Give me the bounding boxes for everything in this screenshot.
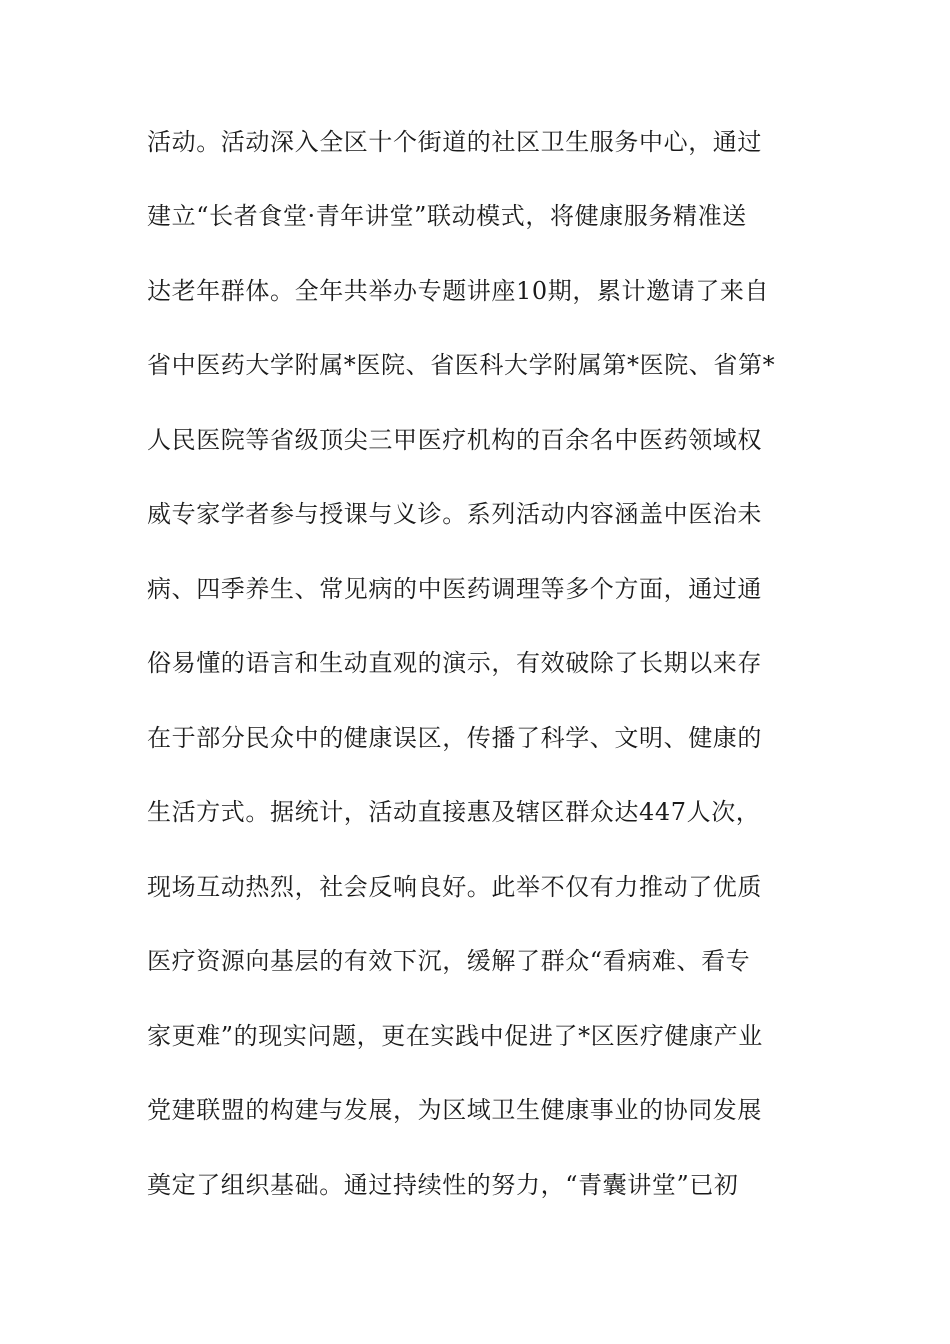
paragraph-line: 省中医药大学附属*医院、省医科大学附属第*医院、省第* [147, 351, 776, 379]
paragraph-line: 医疗资源向基层的有效下沉，缓解了群众“看病难、看专 [147, 947, 751, 975]
paragraph-line: 奠定了组织基础。通过持续性的努力，“青囊讲堂”已初 [147, 1171, 739, 1199]
paragraph-line: 威专家学者参与授课与义诊。系列活动内容涵盖中医治未 [147, 500, 762, 528]
paragraph-line: 活动。活动深入全区十个街道的社区卫生服务中心，通过 [147, 128, 762, 156]
paragraph-line: 俗易懂的语言和生动直观的演示，有效破除了长期以来存 [147, 649, 762, 677]
paragraph-line: 在于部分民众中的健康误区，传播了科学、文明、健康的 [147, 724, 762, 752]
paragraph-line: 家更难”的现实问题，更在实践中促进了*区医疗健康产业 [147, 1022, 763, 1050]
paragraph-line: 达老年群体。全年共举办专题讲座10期，累计邀请了来自 [147, 277, 770, 305]
paragraph-line: 党建联盟的构建与发展，为区域卫生健康事业的协同发展 [147, 1096, 762, 1124]
paragraph-line: 生活方式。据统计，活动直接惠及辖区群众达447人次， [147, 798, 761, 826]
paragraph-line: 病、四季养生、常见病的中医药调理等多个方面，通过通 [147, 575, 762, 603]
paragraph-line: 建立“长者食堂·青年讲堂”联动模式，将健康服务精准送 [147, 202, 747, 230]
paragraph-line: 人民医院等省级顶尖三甲医疗机构的百余名中医药领域权 [147, 426, 762, 454]
paragraph-line: 现场互动热烈，社会反响良好。此举不仅有力推动了优质 [147, 873, 762, 901]
